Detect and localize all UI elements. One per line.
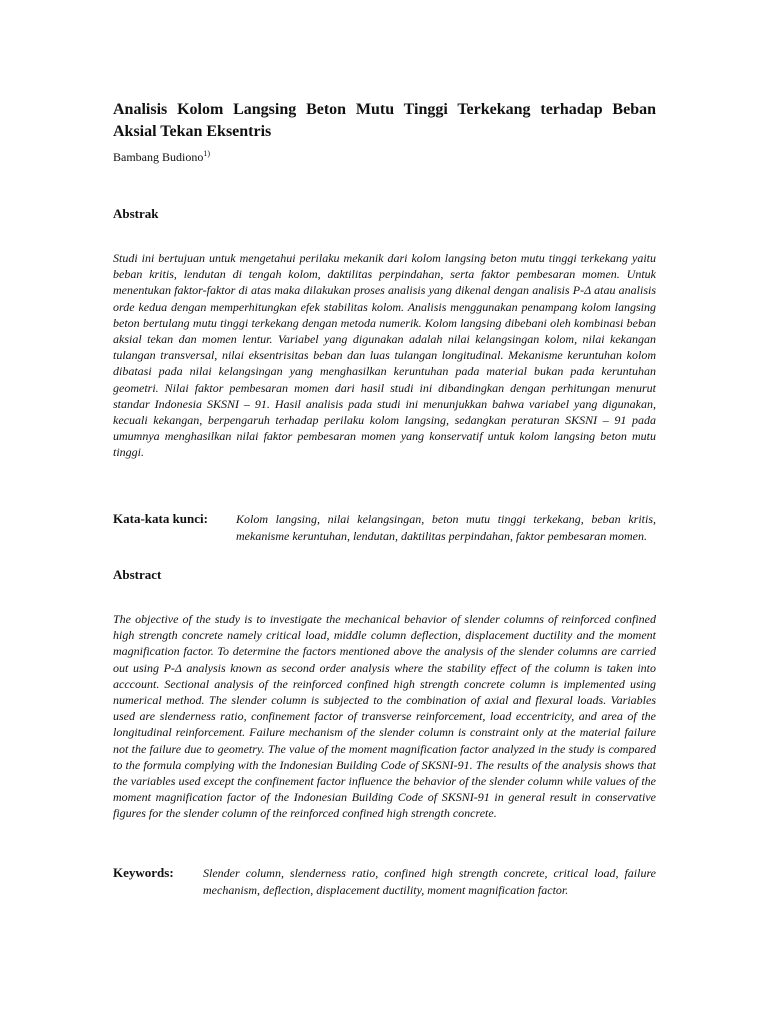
keywords-label: Keywords:: [113, 865, 174, 880]
kata-kunci-text: Kolom langsing, nilai kelangsingan, beton mutu tinggi terkekang, beban kritis, mekanisme keruntuhan, lendutan, daktilitas perpindahan, faktor pembesaran momen.: [236, 512, 656, 543]
abstract-text: The objective of the study is to investigate the mechanical behavior of slender columns of reinforced confined high strength concrete namely critical load, middle column deflection, displacement ductility and the moment magnification factor. To determine the factors mentioned above the analysis of the slender columns are carried out using P-Δ analysis known as second order analysis where the stability effect of the column is taken into acccount. Sectional analysis of the reinforced confined high strength concrete column is implemented using numerical method. The slender column is subjected to the combination of axial and flexural loads. Variables used are slenderness ratio, confinement factor of transverse reinforcement, load eccentricity, and area of the longitudinal reinforcement. Failure mechanism of the slender column is constraint only at the material failure not the failure due to geometry. The value of the moment magnification factor analyzed in the study is compared to the formula complying with the Indonesian Building Code of SKSNI-91. The results of the analysis shows that the variables used except the confinement factor influence the behavior of the slender column while values of the moment magnification factor of the Indonesian Building Code of SKSNI-91 in general result in conservative figures for the slender column of the reinforced confined high strength concrete.: [113, 612, 656, 821]
author-name: Bambang Budiono: [113, 150, 204, 164]
abstract-heading: Abstract: [113, 567, 162, 582]
author-line: [113, 149, 210, 165]
abstrak-text: Studi ini bertujuan untuk mengetahui perilaku mekanik dari kolom langsing beton mutu tinggi terkekang yaitu beban kritis, lendutan di tengah kolom, daktilitas perpindahan, serta faktor pembesaran momen. Untuk menentukan faktor-faktor di atas maka dilakukan proses analisis yang dikenal dengan analisis P-Δ atau analisis orde kedua dengan memperhitungkan efek stabilitas kolom. Analisis menggunakan penampang kolom langsing beton bertulang mutu tinggi terkekang dengan metoda numerik. Kolom langsing dibebani oleh kombinasi beban aksial tekan dan momen lentur. Variabel yang digunakan adalah nilai kelangsingan kolom, nilai kekangan tulangan transversal, nilai eksentrisitas beban dan luas tulangan longitudinal. Mekanisme keruntuhan kolom dibatasi pada nilai kelangsingan yang menghasilkan keruntuhan pada material bukan pada keruntuhan geometri. Nilai faktor pembesaran momen dari hasil studi ini dibandingkan dengan perhitungan menurut standar Indonesia SKSNI – 91. Hasil analisis pada studi ini menunjukkan bahwa variabel yang digunakan, kecuali kekangan, berpengaruh terhadap perilaku kolom langsing, sedangkan peraturan SKSNI – 91 pada umumnya menghasilkan nilai faktor pembesaran momen yang konservatif untuk kolom langsing beton mutu tinggi.: [113, 251, 656, 460]
author-affiliation-marker: 1): [203, 149, 210, 158]
kata-kunci-label: Kata-kata kunci:: [113, 511, 208, 526]
abstrak-heading: Abstrak: [113, 206, 159, 221]
paper-title: Analisis Kolom Langsing Beton Mutu Tinggi Terkekang terhadap Beban Aksial Tekan Eksentris: [113, 101, 656, 140]
keywords-text: Slender column, slenderness ratio, confined high strength concrete, critical load, failure mechanism, deflection, displacement ductility, moment magnification factor.: [203, 866, 656, 897]
